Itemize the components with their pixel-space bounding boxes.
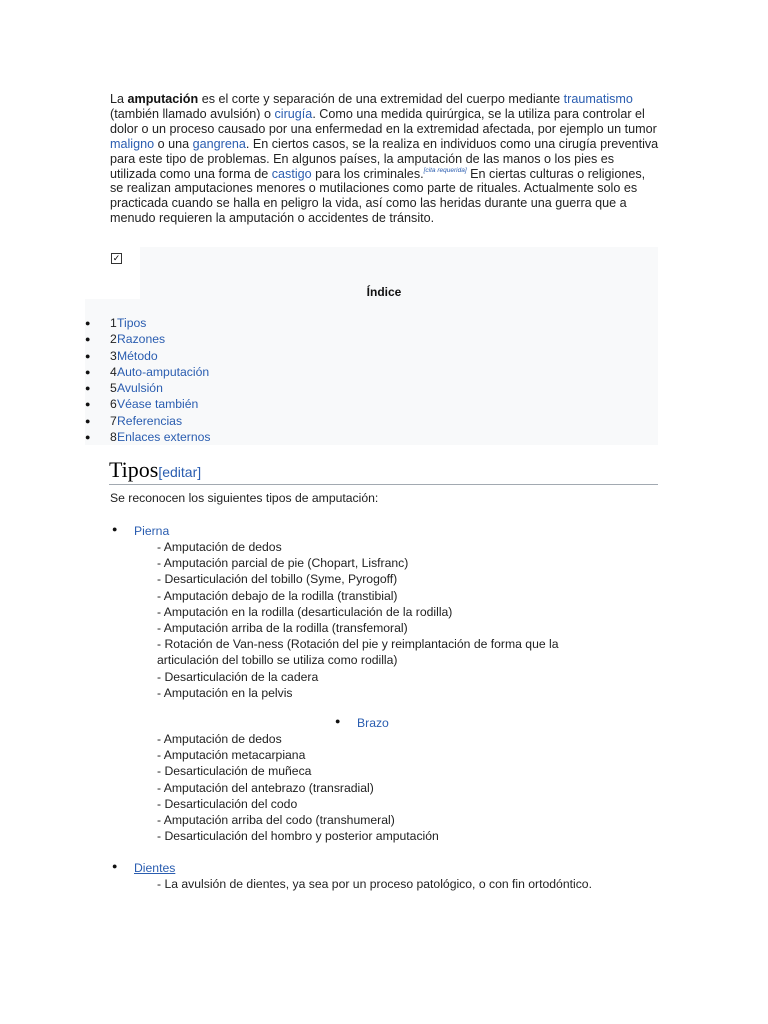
link-traumatismo[interactable]: traumatismo [563,92,633,106]
link-castigo[interactable]: castigo [271,166,312,181]
bullet-icon: ● [85,399,91,410]
edit-bracket: ] [197,464,202,480]
bullet-icon: ● [85,366,91,377]
dientes-list [157,876,592,892]
list-item: - Amputación de dedos [157,540,282,554]
list-item: - Amputación arriba de la rodilla (transfemoral) [157,621,408,636]
bullet-icon: ● [85,415,91,426]
toc-item-number: 5 [110,381,117,396]
list-item: - Desarticulación del codo [157,796,298,811]
list-item: - Amputación metacarpiana [157,748,306,763]
table-of-contents [85,247,658,445]
list-item: - Amputación parcial de pie (Chopart, Lisfranc) [157,556,409,571]
toc-item-number: 7 [110,413,117,428]
bullet-icon: ● [85,432,91,443]
list-item: - Amputación de dedos [157,732,282,746]
list-item: - Desarticulación del tobillo (Syme, Pyrogoff) [157,572,398,587]
intro-text: . En ciertos casos, se la realiza en individuos como una cirugía preventiva para este tipo de problemas. En algunos países, la amputación de las manos o los pies es utilizada como una forma de [110,136,659,181]
link-gangrena[interactable]: gangrena [192,136,246,151]
toc-item-number: 6 [110,397,117,412]
edit-link[interactable]: editar [162,464,198,480]
toc-item-link[interactable]: Enlaces externos [117,430,211,445]
list-item: articulación del tobillo se utiliza como rodilla) [157,653,398,668]
toc-item-link[interactable]: Razones [117,332,166,347]
intro-text: es el corte y separación de una extremidad del cuerpo mediante [198,92,564,106]
bullet-icon: ● [112,861,118,871]
list-item: - Desarticulación de muñeca [157,764,312,779]
pierna-list [157,539,559,701]
bullet-icon: ● [85,334,91,345]
bullet-icon: ● [85,383,91,394]
bullet-icon: ● [85,318,91,328]
toc-toggle-checkbox[interactable]: ✓ [112,253,121,263]
intro-text: . Como una medida quirúrgica, se la utiliza para controlar el dolor o un proceso causado por una enfermedad en la extremidad afectada, por ejemplo un tumor [110,106,657,136]
list-item: - Desarticulación de la cadera [157,669,319,684]
toc-item-link[interactable]: Véase también [117,397,199,412]
bullet-icon: ● [335,716,341,726]
brazo-list [157,731,439,844]
toc-item-number: 3 [110,348,117,363]
toc-item-link[interactable]: Referencias [117,413,183,428]
list-item: - Amputación en la pelvis [157,685,293,700]
intro-paragraph [110,92,660,226]
toc-item-link[interactable]: Avulsión [117,381,163,396]
edit-bracket: [ [158,464,163,480]
link-maligno[interactable]: maligno [110,136,155,151]
intro-text: En ciertas culturas o religiones, se realizan amputaciones menores o mutilaciones como parte de rituales. Actualmente solo es practicada cuando se halla en peligro la vida, así como las heridas durante una guerra que a menudo requieren la amputación o accidentes de tránsito. [110,166,646,226]
toc-item-number: 8 [110,430,117,445]
toc-item-number: 2 [110,332,117,347]
list-item: - Amputación arriba del codo (transhumeral) [157,813,395,828]
list-item: - La avulsión de dientes, ya sea por un proceso patológico, o con fin ortodóntico. [157,877,592,891]
bullet-icon: ● [85,350,91,361]
list-item: - Rotación de Van-ness (Rotación del pie y reimplantación de forma que la [157,637,559,652]
list-item: - Desarticulación del hombro y posterior amputación [157,829,439,844]
toc-item-link[interactable]: Auto-amputación [117,364,210,379]
list-item: - Amputación en la rodilla (desarticulación de la rodilla) [157,604,453,619]
link-cirugia[interactable]: cirugía [274,106,313,121]
toc-item-number: 4 [110,364,117,379]
intro-text: o una [154,136,193,151]
section-heading-text: Tipos [109,457,159,482]
intro-term: amputación [127,92,199,106]
edit-section [158,464,201,480]
list-item: - Amputación del antebrazo (transradial) [157,780,374,795]
intro-text: La [110,92,128,106]
section-heading-tipos [109,457,658,485]
list-item: - Amputación debajo de la rodilla (transtibial) [157,588,398,603]
link-brazo[interactable]: Brazo [357,716,389,730]
intro-text: (también llamado avulsión) o [110,106,275,121]
citation-needed-link[interactable]: [cita requerida] [423,166,467,174]
section-intro-text: Se reconocen los siguientes tipos de amputación: [110,491,379,505]
toc-item-number: 1 [110,316,117,330]
toc-item-link[interactable]: Tipos [117,316,147,330]
link-dientes[interactable]: Dientes [134,861,176,875]
intro-text: para los criminales. [311,166,424,181]
bullet-icon: ● [112,524,118,534]
link-pierna[interactable]: Pierna [134,524,170,538]
toc-item-link[interactable]: Método [117,348,158,363]
toc-title: Índice [366,285,402,299]
